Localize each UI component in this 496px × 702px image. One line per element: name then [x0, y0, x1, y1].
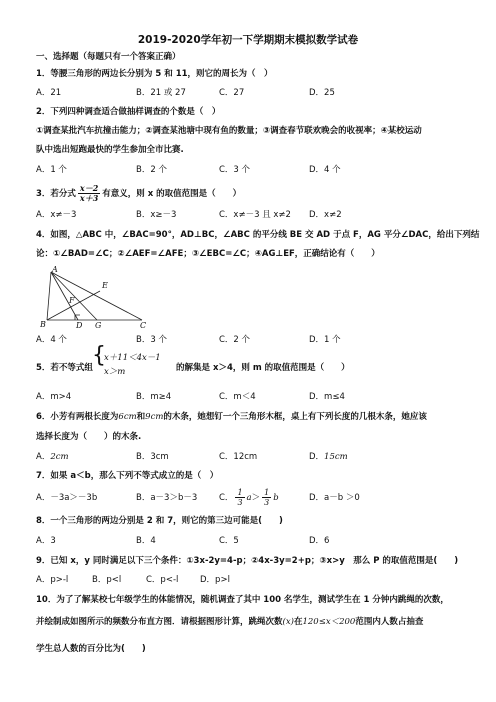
q3-option-d: D．x≠2 — [309, 210, 342, 220]
q7-operator: ＞ — [251, 493, 261, 503]
q3-fraction — [78, 184, 100, 203]
q5-inequality-1: x＋11＜4x－1 — [104, 353, 161, 363]
q6-option-a-value: 2cm — [50, 452, 69, 462]
q2-option-c: C．3 个 — [219, 165, 251, 175]
q10-variable: (x) — [282, 617, 294, 627]
q5-option-d: D．m≤4 — [309, 392, 345, 402]
q7-right-denominator: 3 — [264, 498, 270, 507]
q6-option-d — [309, 451, 348, 463]
q3-denominator: x＋3 — [79, 193, 99, 203]
q3-suffix: 有意义，则 x 的取值范围是（ ） — [102, 189, 242, 199]
q6-option-d-value: 15cm — [324, 452, 348, 462]
question-4-conclusions: 论：①∠BAD=∠C；②∠AEF=∠AFE；③∠EBC=∠C；④AG⊥EF，正确结论有（ ） — [36, 249, 380, 259]
q5-suffix: 的解集是 x＞4，则 m 的取值范围是（ ） — [176, 363, 350, 373]
q10-text-c: 范围内人数占抽查 — [355, 617, 424, 627]
point-f-label: F — [69, 296, 75, 305]
q7-option-a: A．－3a＞－3b — [36, 493, 98, 503]
question-10-stem-line2 — [36, 616, 466, 628]
question-10-stem: 10．为了了解某校七年级学生的体能情况，随机调查了其中 100 名学生，测试学生在 1 分钟内跳绳的次数， — [36, 595, 449, 605]
q6-option-a-label: A． — [36, 452, 51, 462]
q7-left-denominator: 3 — [237, 498, 243, 507]
page-title: 2019-2020学年初一下学期期末模拟数学试卷 — [137, 34, 359, 46]
point-d-label: D — [76, 321, 83, 330]
q3-option-a: A．x≠－3 — [36, 210, 77, 220]
q7-right-numerator: 1 — [264, 488, 270, 497]
q3-option-c: C．x≠－3 且 x≠2 — [219, 210, 291, 220]
point-e-label: E — [102, 281, 108, 290]
question-3-stem — [36, 184, 466, 203]
triangle-diagram — [40, 264, 158, 330]
question-6-stem-cont: 选择长度为（ ）的木条. — [36, 432, 142, 442]
q7-left-numerator: 1 — [237, 488, 243, 497]
question-2-stem: 2．下列四种调查适合做抽样调查的个数是（ ） — [36, 107, 221, 117]
q7-option-d: D．a－b ＞0 — [309, 493, 360, 503]
q4-option-d: D．1 个 — [309, 335, 341, 345]
q3-option-b: B．x≥－3 — [136, 210, 177, 220]
q7-left-variable: a — [246, 493, 252, 503]
point-g-label: G — [95, 321, 102, 330]
point-a-label: A — [52, 265, 58, 274]
q10-text-a: 并绘制成如图所示的频数分布直方图．请根据图形计算，跳绳次数 — [36, 617, 283, 627]
q6-length-1: 6cm — [118, 412, 137, 422]
question-8-stem: 8．一个三角形的两边分别是 2 和 7，则它的第三边可能是( ) — [36, 516, 283, 526]
q9-option-b: B．p<l — [92, 575, 122, 585]
q7-fraction-left — [235, 488, 244, 507]
question-4-stem: 4．如图，△ABC 中，∠BAC=90°，AD⊥BC，∠ABC 的平分线 BE 交 AD 于点 F，AG 平分∠DAC，给出下列结 — [36, 230, 480, 240]
question-9-stem: 9．已知 x，y 同时满足以下三个条件：①3x-2y=4-p；②4x-3y=2+p；③x>y 那么 P 的取值范围是( ) — [36, 556, 459, 566]
question-2-items-cont: 队中选出短跑最快的学生参加全市比赛. — [36, 145, 184, 155]
q7-right-variable: b — [273, 493, 279, 503]
q10-range: 120≤x＜200 — [302, 617, 356, 627]
q2-option-a: A．1 个 — [36, 165, 67, 175]
q8-option-d: D．6 — [309, 536, 330, 546]
point-b-label: B — [40, 320, 46, 329]
q9-option-d: D．p>l — [200, 575, 230, 585]
q9-option-c: C．p<-l — [146, 575, 179, 585]
q5-option-c: C．m＜4 — [219, 392, 256, 402]
q1-option-d: D．25 — [309, 88, 335, 98]
q2-option-d: D．4 个 — [309, 165, 341, 175]
q10-text-b: 在 — [293, 617, 303, 627]
q6-option-a — [36, 451, 69, 463]
q1-option-a: A．21 — [36, 88, 62, 98]
q6-option-c: C．12cm — [219, 452, 258, 462]
q4-option-b: B．3 个 — [136, 335, 167, 345]
q1-option-b: B．21 或 27 — [136, 88, 186, 98]
q5-inequality-2: x＞m — [104, 367, 126, 377]
question-1-stem: 1．等腰三角形的两边长分别为 5 和 11，则它的周长为（ ） — [36, 69, 273, 79]
q3-prefix: 3．若分式 — [36, 189, 76, 199]
q4-option-a: A．4 个 — [36, 335, 67, 345]
q5-prefix: 5．若不等式组 — [36, 363, 93, 373]
q1-option-c: C．27 — [219, 88, 245, 98]
question-6-stem — [36, 411, 466, 423]
q6-text-a: 6．小芳有两根长度为 — [36, 412, 119, 422]
q7-option-c-label: C． — [219, 493, 234, 503]
q7-option-c — [219, 487, 279, 509]
q6-length-2: 9cm — [145, 412, 164, 422]
q4-option-c: C．2 个 — [219, 335, 251, 345]
q9-option-a: A．p>-l — [36, 575, 69, 585]
q5-option-b: B．m≥4 — [136, 392, 172, 402]
question-2-items: ①调查某批汽车抗撞击能力；②调查某池塘中现有鱼的数量；③调查春节联欢晚会的收视率；④某校运动 — [36, 126, 422, 136]
point-c-label: C — [140, 321, 147, 330]
question-7-stem: 7．如果 a＜b，那么下列不等式成立的是（ ） — [36, 471, 219, 481]
segment-ab — [47, 272, 51, 320]
q7-option-b: B．a－3＞b－3 — [136, 493, 198, 503]
question-10-stem-line3: 学生总人数的百分比为( ) — [36, 644, 146, 654]
q8-option-a: A．3 — [36, 536, 56, 546]
q5-option-a: A．m>4 — [36, 392, 72, 402]
q3-numerator: x－2 — [79, 183, 99, 193]
q6-option-b: B．3cm — [136, 452, 169, 462]
q7-fraction-right — [262, 488, 271, 507]
q8-option-c: C．5 — [219, 536, 239, 546]
q2-option-b: B．2 个 — [136, 165, 167, 175]
q6-text-b: 和 — [136, 412, 146, 422]
q6-option-d-label: D． — [309, 452, 325, 462]
section-heading: 一、选择题（每题只有一个答案正确） — [36, 52, 181, 62]
q8-option-b: B．4 — [136, 536, 156, 546]
left-brace: { — [92, 343, 106, 368]
q6-text-c: 的木条，她想钉一个三角形木框，桌上有下列长度的几根木条，她应该 — [163, 412, 427, 422]
